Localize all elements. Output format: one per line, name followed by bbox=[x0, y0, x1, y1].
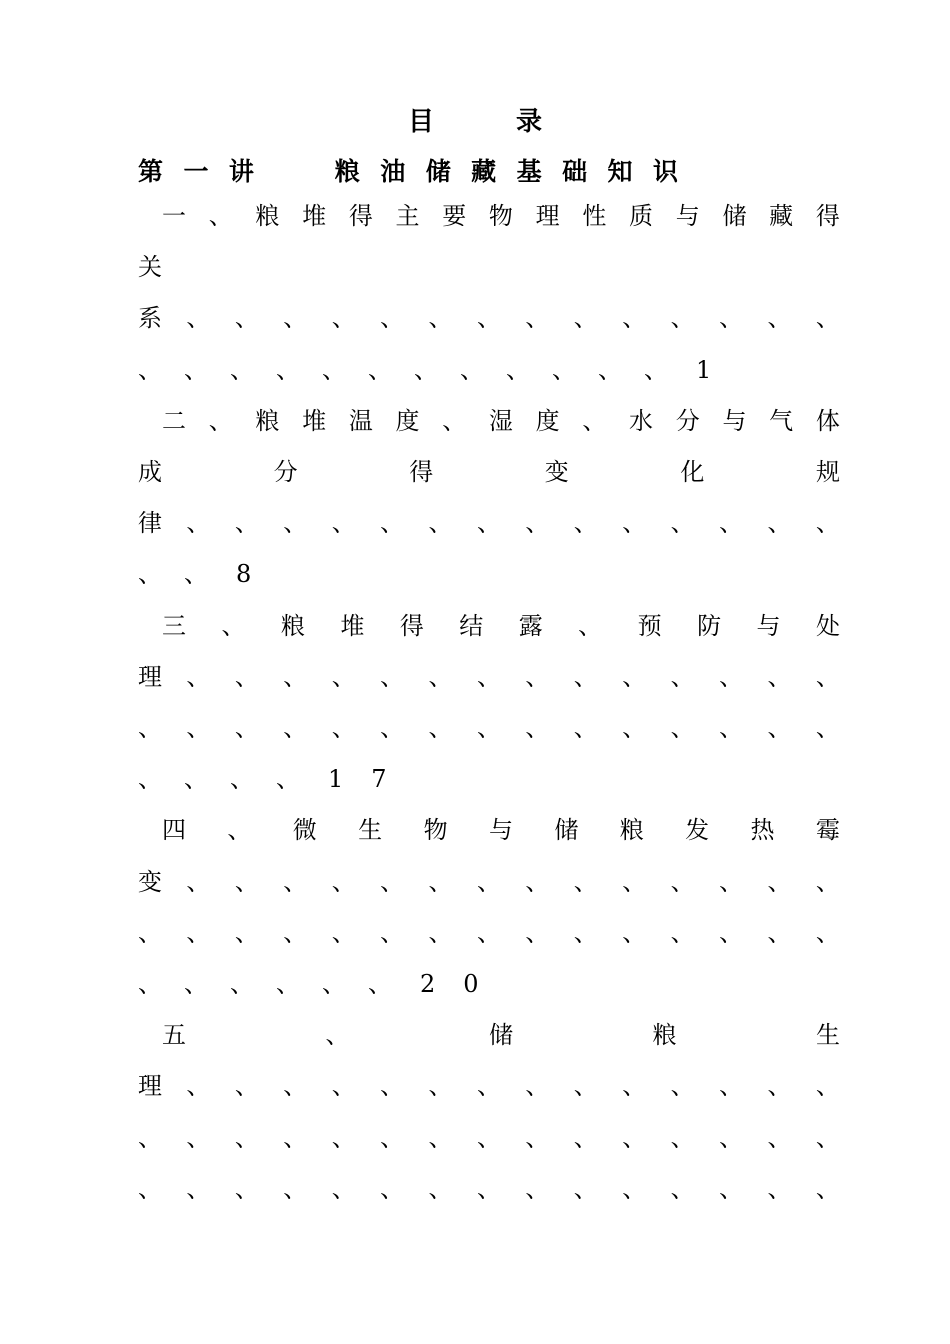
toc-char: 、 bbox=[719, 509, 744, 537]
toc-char: 、 bbox=[380, 868, 405, 896]
toc-char: 得 bbox=[348, 202, 373, 230]
toc-char: 、 bbox=[719, 919, 744, 947]
toc-char: 、 bbox=[230, 970, 254, 998]
toc-char: 、 bbox=[186, 868, 211, 896]
toc-char: 、 bbox=[622, 1175, 647, 1203]
heading-char: 基 bbox=[516, 157, 542, 186]
toc-char: 、 bbox=[767, 663, 792, 691]
heading-char: 讲 bbox=[228, 157, 254, 186]
toc-char: 微 bbox=[292, 816, 317, 844]
toc-char: 、 bbox=[622, 714, 647, 742]
toc-char: 、 bbox=[670, 919, 695, 947]
toc-char: 、 bbox=[331, 509, 356, 537]
toc-char: 、 bbox=[598, 356, 622, 384]
toc-char: 、 bbox=[414, 356, 438, 384]
toc-char: 、 bbox=[138, 1175, 162, 1203]
toc-line bbox=[138, 708, 840, 748]
toc-char: 、 bbox=[331, 714, 356, 742]
toc-char: 、 bbox=[428, 1175, 453, 1203]
toc-char: 湿 bbox=[488, 407, 513, 435]
toc-line bbox=[138, 1015, 840, 1055]
toc-char: 、 bbox=[622, 663, 647, 691]
toc-char: 成 bbox=[138, 458, 162, 486]
toc-char: 、 bbox=[325, 1021, 350, 1049]
page-number-digit: 0 bbox=[463, 970, 479, 998]
toc-char: 、 bbox=[428, 714, 453, 742]
toc-char: 、 bbox=[767, 509, 792, 537]
toc-char: 规 bbox=[815, 458, 840, 486]
toc-char: 、 bbox=[644, 356, 668, 384]
toc-char: 、 bbox=[622, 1072, 647, 1100]
toc-char: 、 bbox=[815, 509, 840, 537]
toc-char: 、 bbox=[138, 765, 162, 793]
toc-title-char-2: 录 bbox=[516, 107, 543, 137]
toc-char: 、 bbox=[573, 714, 598, 742]
toc-char: 、 bbox=[331, 868, 356, 896]
toc-char: 、 bbox=[184, 970, 208, 998]
toc-char: 、 bbox=[767, 714, 792, 742]
toc-char: 、 bbox=[670, 714, 695, 742]
toc-char: 结 bbox=[459, 612, 484, 640]
toc-char: 水 bbox=[629, 407, 654, 435]
toc-char: 、 bbox=[283, 304, 308, 332]
toc-char: 系 bbox=[138, 304, 162, 332]
toc-char: 、 bbox=[368, 356, 392, 384]
toc-char: 、 bbox=[428, 1072, 453, 1100]
toc-char: 、 bbox=[815, 868, 840, 896]
toc-char: 、 bbox=[525, 714, 550, 742]
toc-char: 律 bbox=[138, 509, 162, 537]
toc-char: 、 bbox=[186, 919, 211, 947]
toc-char: 主 bbox=[395, 202, 420, 230]
toc-char: 、 bbox=[476, 509, 501, 537]
toc-char: 、 bbox=[234, 1175, 259, 1203]
toc-line bbox=[138, 1066, 840, 1106]
toc-char: 、 bbox=[578, 612, 603, 640]
toc-char: 、 bbox=[428, 919, 453, 947]
toc-line bbox=[138, 196, 840, 236]
toc-char: 霉 bbox=[815, 816, 840, 844]
page-number-digit: 7 bbox=[371, 765, 387, 793]
toc-char: 、 bbox=[428, 868, 453, 896]
toc-char: 、 bbox=[767, 304, 792, 332]
toc-char: 、 bbox=[283, 714, 308, 742]
toc-char: 粮 bbox=[255, 202, 280, 230]
toc-char: 、 bbox=[331, 1175, 356, 1203]
toc-char: 粮 bbox=[619, 816, 644, 844]
toc-char: 、 bbox=[573, 1124, 598, 1152]
toc-char: 预 bbox=[637, 612, 662, 640]
toc-char: 、 bbox=[138, 1124, 162, 1152]
toc-title-char-1: 目 bbox=[407, 107, 434, 137]
toc-line bbox=[138, 554, 840, 594]
toc-line bbox=[138, 810, 840, 850]
toc-char: 粮 bbox=[280, 612, 305, 640]
toc-char: 、 bbox=[815, 714, 840, 742]
toc-char: 、 bbox=[208, 202, 233, 230]
toc-line bbox=[138, 606, 840, 646]
toc-char: 、 bbox=[719, 663, 744, 691]
toc-char: 露 bbox=[518, 612, 543, 640]
toc-char: 、 bbox=[476, 714, 501, 742]
toc-char: 、 bbox=[331, 663, 356, 691]
toc-char: 、 bbox=[815, 663, 840, 691]
toc-char: 、 bbox=[476, 868, 501, 896]
toc-char: 、 bbox=[230, 765, 254, 793]
toc-char: 堆 bbox=[302, 202, 327, 230]
toc-char: 、 bbox=[283, 868, 308, 896]
toc-char: 质 bbox=[629, 202, 654, 230]
toc-char: 变 bbox=[544, 458, 569, 486]
toc-char: 、 bbox=[428, 1124, 453, 1152]
toc-char: 、 bbox=[138, 714, 162, 742]
toc-char: 、 bbox=[525, 1072, 550, 1100]
toc-char: 、 bbox=[331, 1124, 356, 1152]
toc-title bbox=[0, 102, 950, 142]
toc-char: 、 bbox=[380, 1124, 405, 1152]
toc-line bbox=[138, 964, 840, 1004]
heading-char: 储 bbox=[425, 157, 451, 186]
toc-char: 一 bbox=[162, 202, 186, 230]
heading-char: 藏 bbox=[471, 157, 497, 186]
toc-char: 、 bbox=[525, 919, 550, 947]
toc-char: 、 bbox=[767, 868, 792, 896]
toc-char: 理 bbox=[138, 1072, 162, 1100]
toc-char: 、 bbox=[283, 509, 308, 537]
heading-char: 一 bbox=[183, 157, 209, 186]
toc-char: 理 bbox=[138, 663, 162, 691]
toc-char: 、 bbox=[276, 765, 300, 793]
toc-char: 、 bbox=[573, 304, 598, 332]
toc-char: 、 bbox=[460, 356, 484, 384]
toc-char: 、 bbox=[767, 919, 792, 947]
toc-char: 、 bbox=[380, 509, 405, 537]
toc-char: 、 bbox=[221, 612, 246, 640]
heading-char: 知 bbox=[607, 157, 633, 186]
toc-char: 三 bbox=[162, 612, 186, 640]
toc-char: 与 bbox=[488, 816, 513, 844]
toc-char: 、 bbox=[283, 1072, 308, 1100]
toc-char: 物 bbox=[488, 202, 513, 230]
toc-char: 、 bbox=[815, 919, 840, 947]
toc-char: 、 bbox=[573, 919, 598, 947]
toc-char: 二 bbox=[162, 407, 186, 435]
toc-char: 、 bbox=[380, 1072, 405, 1100]
toc-char: 、 bbox=[234, 714, 259, 742]
toc-char: 、 bbox=[208, 407, 233, 435]
page-number-digit: 8 bbox=[236, 560, 252, 588]
toc-char: 、 bbox=[138, 919, 162, 947]
toc-char: 、 bbox=[322, 970, 346, 998]
toc-char: 性 bbox=[582, 202, 607, 230]
toc-char: 、 bbox=[234, 1072, 259, 1100]
toc-char: 、 bbox=[184, 560, 208, 588]
toc-char: 、 bbox=[622, 304, 647, 332]
toc-char: 、 bbox=[719, 1175, 744, 1203]
toc-char: 体 bbox=[815, 407, 840, 435]
toc-char: 、 bbox=[283, 919, 308, 947]
toc-char: 分 bbox=[273, 458, 298, 486]
toc-char: 、 bbox=[573, 1175, 598, 1203]
toc-char: 、 bbox=[234, 1124, 259, 1152]
toc-char: 、 bbox=[380, 304, 405, 332]
toc-char: 变 bbox=[138, 868, 162, 896]
toc-char: 、 bbox=[186, 1124, 211, 1152]
toc-char: 得 bbox=[815, 202, 840, 230]
page-number-digit: 2 bbox=[420, 970, 436, 998]
toc-char: 、 bbox=[622, 1124, 647, 1152]
toc-char: 、 bbox=[622, 868, 647, 896]
toc-char: 、 bbox=[186, 304, 211, 332]
toc-char: 、 bbox=[331, 304, 356, 332]
toc-char: 得 bbox=[409, 458, 434, 486]
toc-char: 、 bbox=[476, 663, 501, 691]
toc-char: 、 bbox=[428, 663, 453, 691]
toc-char: 、 bbox=[331, 1072, 356, 1100]
toc-char: 、 bbox=[670, 304, 695, 332]
toc-char: 、 bbox=[719, 1072, 744, 1100]
toc-char: 、 bbox=[380, 714, 405, 742]
toc-char: 、 bbox=[368, 970, 392, 998]
toc-char: 、 bbox=[670, 1124, 695, 1152]
toc-char: 、 bbox=[331, 919, 356, 947]
toc-char: 分 bbox=[675, 407, 700, 435]
toc-char: 、 bbox=[428, 509, 453, 537]
heading-char: 第 bbox=[138, 157, 164, 186]
toc-line bbox=[138, 452, 840, 492]
toc-char: 关 bbox=[138, 253, 162, 281]
toc-char: 化 bbox=[680, 458, 705, 486]
toc-char: 、 bbox=[719, 714, 744, 742]
toc-char: 要 bbox=[442, 202, 467, 230]
toc-char: 、 bbox=[573, 509, 598, 537]
toc-char: 与 bbox=[675, 202, 700, 230]
toc-char: 、 bbox=[322, 356, 346, 384]
toc-char: 、 bbox=[234, 663, 259, 691]
heading-char: 础 bbox=[562, 157, 588, 186]
toc-line bbox=[138, 759, 840, 799]
toc-char: 粮 bbox=[652, 1021, 677, 1049]
toc-char: 、 bbox=[719, 868, 744, 896]
toc-char: 处 bbox=[815, 612, 840, 640]
toc-char: 热 bbox=[750, 816, 775, 844]
toc-char: 、 bbox=[670, 868, 695, 896]
toc-char: 、 bbox=[227, 816, 252, 844]
lecture-heading bbox=[138, 150, 678, 190]
toc-line bbox=[138, 350, 840, 390]
toc-char: 藏 bbox=[769, 202, 794, 230]
toc-line bbox=[138, 247, 840, 287]
toc-char: 、 bbox=[815, 1175, 840, 1203]
page-number-digit: 1 bbox=[696, 356, 712, 384]
heading-char: 油 bbox=[380, 157, 406, 186]
toc-char: 、 bbox=[380, 1175, 405, 1203]
toc-char: 、 bbox=[184, 765, 208, 793]
toc-char: 、 bbox=[525, 1124, 550, 1152]
toc-char: 度 bbox=[395, 407, 420, 435]
toc-char: 、 bbox=[525, 1175, 550, 1203]
toc-char: 、 bbox=[506, 356, 530, 384]
heading-char: 粮 bbox=[334, 157, 360, 186]
toc-char: 、 bbox=[276, 356, 300, 384]
toc-char: 、 bbox=[767, 1072, 792, 1100]
toc-char: 四 bbox=[162, 816, 186, 844]
toc-char: 、 bbox=[234, 304, 259, 332]
toc-char: 储 bbox=[554, 816, 579, 844]
toc-char: 、 bbox=[670, 663, 695, 691]
toc-line bbox=[138, 298, 840, 338]
toc-line bbox=[138, 401, 840, 441]
toc-char: 、 bbox=[525, 304, 550, 332]
toc-char: 储 bbox=[489, 1021, 513, 1049]
toc-char: 、 bbox=[186, 509, 211, 537]
toc-char: 粮 bbox=[255, 407, 280, 435]
toc-char: 与 bbox=[722, 407, 747, 435]
toc-char: 温 bbox=[348, 407, 373, 435]
toc-char: 堆 bbox=[302, 407, 327, 435]
toc-char: 、 bbox=[670, 509, 695, 537]
toc-char: 、 bbox=[767, 1124, 792, 1152]
toc-char: 度 bbox=[535, 407, 560, 435]
toc-char: 、 bbox=[476, 1072, 501, 1100]
page-number-digit: 1 bbox=[328, 765, 344, 793]
toc-char: 、 bbox=[670, 1175, 695, 1203]
toc-line bbox=[138, 657, 840, 697]
toc-char: 、 bbox=[815, 304, 840, 332]
toc-line bbox=[138, 503, 840, 543]
toc-char: 、 bbox=[815, 1072, 840, 1100]
toc-char: 、 bbox=[428, 304, 453, 332]
heading-char: 识 bbox=[652, 157, 678, 186]
toc-char: 、 bbox=[622, 919, 647, 947]
toc-char: 、 bbox=[476, 304, 501, 332]
toc-char: 理 bbox=[535, 202, 560, 230]
toc-char: 、 bbox=[186, 1175, 211, 1203]
toc-char: 、 bbox=[380, 919, 405, 947]
toc-char: 、 bbox=[525, 868, 550, 896]
toc-char: 、 bbox=[276, 970, 300, 998]
toc-char: 、 bbox=[442, 407, 467, 435]
toc-char: 物 bbox=[423, 816, 448, 844]
toc-char: 、 bbox=[283, 1124, 308, 1152]
toc-char: 、 bbox=[476, 919, 501, 947]
toc-char: 、 bbox=[767, 1175, 792, 1203]
toc-char: 、 bbox=[582, 407, 607, 435]
toc-char: 、 bbox=[573, 663, 598, 691]
toc-char: 、 bbox=[476, 1175, 501, 1203]
toc-line bbox=[138, 1118, 840, 1158]
toc-char: 、 bbox=[719, 1124, 744, 1152]
toc-line bbox=[138, 913, 840, 953]
toc-char: 、 bbox=[234, 868, 259, 896]
toc-line bbox=[138, 862, 840, 902]
toc-char: 、 bbox=[719, 304, 744, 332]
toc-char: 气 bbox=[769, 407, 794, 435]
toc-char: 、 bbox=[552, 356, 576, 384]
toc-char: 、 bbox=[138, 970, 162, 998]
toc-char: 、 bbox=[186, 1072, 211, 1100]
toc-char: 、 bbox=[476, 1124, 501, 1152]
toc-char: 五 bbox=[162, 1021, 186, 1049]
toc-char: 、 bbox=[525, 509, 550, 537]
toc-char: 、 bbox=[380, 663, 405, 691]
toc-char: 、 bbox=[138, 560, 162, 588]
toc-char: 、 bbox=[573, 868, 598, 896]
toc-char: 、 bbox=[138, 356, 162, 384]
toc-char: 、 bbox=[230, 356, 254, 384]
toc-char: 储 bbox=[722, 202, 747, 230]
toc-char: 防 bbox=[697, 612, 722, 640]
toc-char: 、 bbox=[186, 714, 211, 742]
toc-char: 、 bbox=[184, 356, 208, 384]
toc-char: 、 bbox=[234, 919, 259, 947]
toc-char: 、 bbox=[283, 663, 308, 691]
toc-line bbox=[138, 1169, 840, 1209]
toc-char: 与 bbox=[756, 612, 781, 640]
toc-char: 堆 bbox=[340, 612, 365, 640]
toc-char: 、 bbox=[815, 1124, 840, 1152]
toc-char: 、 bbox=[622, 509, 647, 537]
toc-char: 、 bbox=[234, 509, 259, 537]
toc-char: 、 bbox=[525, 663, 550, 691]
toc-char: 、 bbox=[283, 1175, 308, 1203]
toc-char: 、 bbox=[573, 1072, 598, 1100]
toc-char: 、 bbox=[186, 663, 211, 691]
toc-char: 、 bbox=[670, 1072, 695, 1100]
toc-char: 生 bbox=[358, 816, 383, 844]
toc-char: 发 bbox=[685, 816, 710, 844]
toc-char: 生 bbox=[816, 1021, 840, 1049]
toc-char: 得 bbox=[399, 612, 424, 640]
